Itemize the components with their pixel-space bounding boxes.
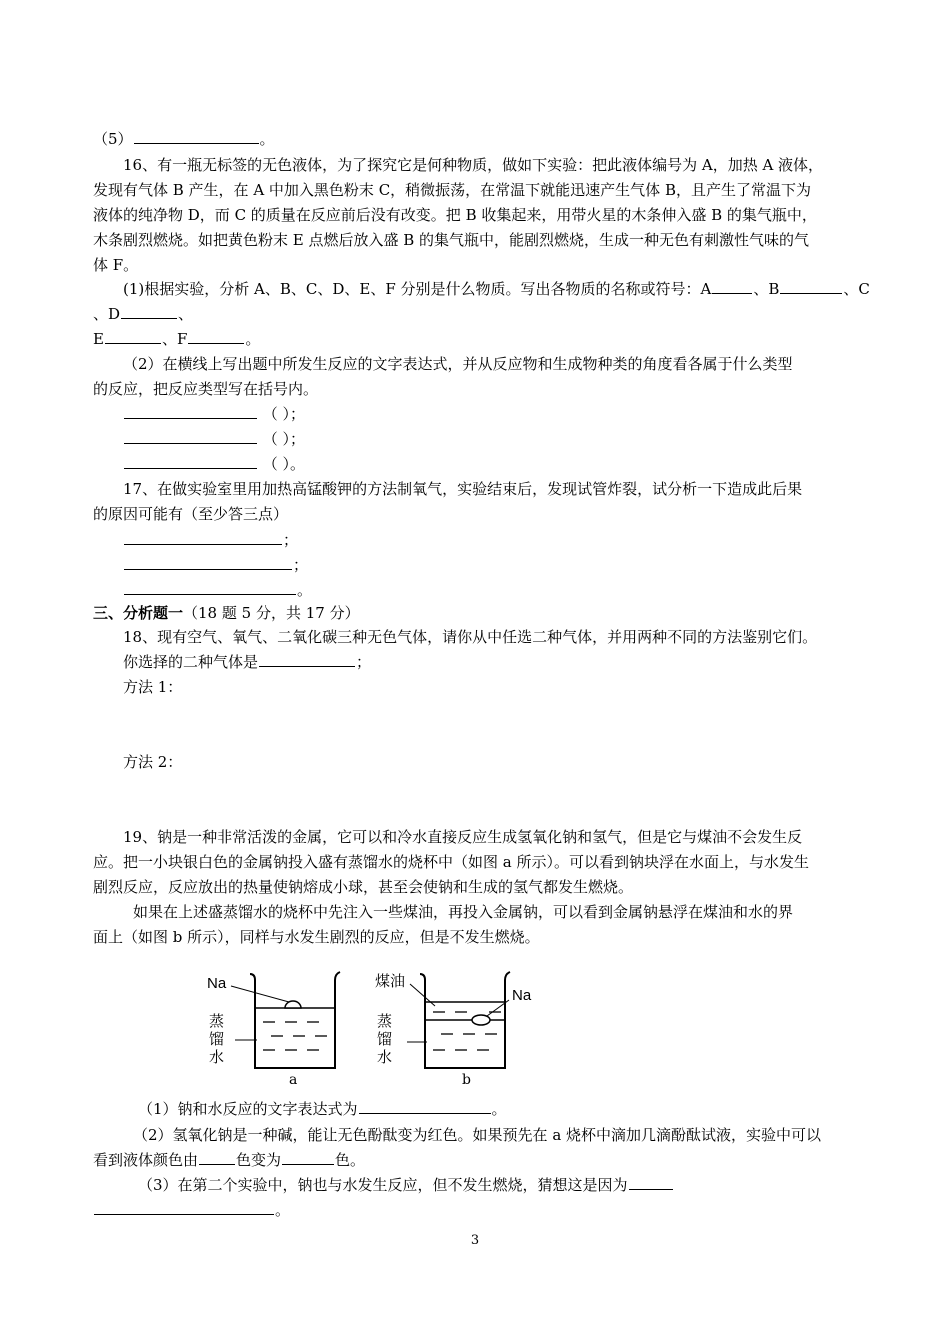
beaker-b: [420, 972, 510, 1068]
answer-blank[interactable]: [124, 454, 257, 469]
q17-line1: 17、在做实验室里用加热高锰酸钾的方法制氧气，实验结束后，发现试管炸裂，试分析一下造成此后果: [123, 480, 803, 498]
answer-blank[interactable]: [124, 530, 282, 545]
q19-line4: 如果在上述盛蒸馏水的烧杯中先注入一些煤油，再投入金属钠，可以看到金属钠悬浮在煤油和水的界: [133, 903, 794, 921]
label-water-a-2: 馏: [209, 1030, 225, 1048]
q18-line2: 你选择的二种气体是 ；: [123, 653, 372, 671]
answer-blank[interactable]: [259, 652, 355, 667]
label-water-b-1: 蒸: [377, 1012, 393, 1030]
q15-item5: （5） 。: [93, 130, 275, 148]
label-na-b: Na: [512, 987, 532, 1004]
q16-reaction-1: （ ）；: [123, 404, 305, 424]
answer-blank[interactable]: [124, 404, 257, 419]
q19-sub2-line2: 看到液体颜色由 色变为 色。: [93, 1151, 366, 1169]
answer-blank[interactable]: [199, 1150, 235, 1165]
label-water-a-1: 蒸: [209, 1012, 225, 1030]
answer-blank[interactable]: [629, 1175, 673, 1190]
q16-line4: 木条剧烈燃烧。如把黄色粉末 E 点燃后放入盛 B 的集气瓶中，能剧烈燃烧，生成一种无色有刺激性气味的气: [93, 231, 810, 249]
q18-line1: 18、现有空气、氧气、二氧化碳三种无色气体，请你从中任选二种气体，并用两种不同的方法鉴别它们。: [123, 628, 818, 646]
q19-sub3: （3）在第二个实验中，钠也与水发生反应，但不发生燃烧，猜想这是因为: [138, 1175, 674, 1195]
caption-a: a: [289, 1072, 298, 1085]
q19-line5: 面上（如图 b 所示），同样与水发生剧烈的反应，但是不发生燃烧。: [93, 928, 540, 946]
beaker-a-water-dashes: [263, 1022, 327, 1050]
q19-sub1: （1）钠和水反应的文字表达式为 。: [138, 1100, 507, 1118]
q16-part1: (1)根据实验，分析 A、B、C、D、E、F 分别是什么物质。写出各物质的名称或符号：A 、B 、C: [123, 280, 870, 298]
answer-blank[interactable]: [134, 129, 259, 144]
label-water-b-2: 馏: [377, 1030, 393, 1048]
q16-line2: 发现有气体 B 产生，在 A 中加入黑色粉末 C，稍微振荡，在常温下就能迅速产生气体 B，且产生了常温下为: [93, 181, 811, 199]
beaker-figure: [205, 960, 540, 1085]
q16-line5: 体 F。: [93, 256, 139, 274]
q17-line2: 的原因可能有（至少答三点）: [93, 505, 289, 523]
answer-blank-b[interactable]: [780, 279, 842, 294]
answer-blank[interactable]: [124, 555, 292, 570]
q17-answer-1: ；: [123, 530, 298, 550]
q19-line2: 应。把一小块银白色的金属钠投入盛有蒸馏水的烧杯中（如图 a 所示）。可以看到钠块浮在水面上，与水发生: [93, 853, 809, 871]
answer-blank[interactable]: [282, 1150, 334, 1165]
section-heading: 三、分析题一（18 题 5 分，共 17 分）: [93, 604, 360, 622]
q19-line1: 19、钠是一种非常活泼的金属，它可以和冷水直接反应生成氢氧化钠和氢气，但是它与煤油不会发生反: [123, 828, 803, 846]
q16-part2-line1: （2）在横线上写出题中所发生反应的文字表达式，并从反应物和生成物种类的角度看各属于什么类型: [123, 355, 793, 373]
beaker-b-water-dashes: [433, 1012, 501, 1050]
q16-part2-line2: 的反应，把反应类型写在括号内。: [93, 380, 319, 398]
q19-line3: 剧烈反应，反应放出的热量使钠熔成小球，甚至会使钠和生成的氢气都发生燃烧。: [93, 878, 634, 896]
answer-blank-d[interactable]: [121, 304, 177, 319]
beaker-diagram: [205, 960, 540, 1085]
q16-reaction-3: （ ）。: [123, 454, 305, 474]
page-number: 3: [470, 1233, 480, 1248]
q19-sub3-cont: 。: [93, 1200, 290, 1220]
q17-answer-2: ；: [123, 555, 308, 575]
q16-part1-cont: 、D 、: [93, 305, 194, 323]
label-water-b-3: 水: [377, 1048, 393, 1066]
answer-blank[interactable]: [359, 1099, 491, 1114]
sodium-ball-b: [472, 1015, 490, 1025]
answer-blank[interactable]: [124, 580, 296, 595]
pointer-line: [231, 986, 289, 1002]
pointer-line: [410, 984, 435, 1006]
label-oil-b: 煤油: [375, 972, 406, 990]
answer-blank[interactable]: [94, 1200, 274, 1215]
q16-line3: 液体的纯净物 D，而 C 的质量在反应前后没有改变。把 B 收集起来，用带火星的木条伸入盛 B 的集气瓶中，: [93, 206, 817, 224]
answer-blank-f[interactable]: [188, 329, 244, 344]
q16-line1: 16、有一瓶无标签的无色液体，为了探究它是何种物质，做如下实验：把此液体编号为 A，加热 A 液体，: [123, 156, 824, 174]
q18-method2: 方法 2：: [123, 753, 183, 771]
beaker-a: [250, 972, 340, 1068]
answer-blank[interactable]: [124, 429, 257, 444]
q19-sub2-line1: （2）氢氧化钠是一种碱，能让无色酚酞变为红色。如果预先在 a 烧杯中滴加几滴酚酞试液，实验中可以: [133, 1126, 822, 1144]
caption-b: b: [462, 1072, 471, 1085]
label-water-a-3: 水: [209, 1048, 225, 1066]
label-na-a: Na: [207, 975, 227, 992]
q16-part1-ef: E 、F 。: [93, 330, 261, 348]
q17-answer-3: 。: [123, 580, 312, 600]
q16-reaction-2: （ ）；: [123, 429, 305, 449]
answer-blank-e[interactable]: [105, 329, 161, 344]
q18-method1: 方法 1：: [123, 678, 183, 696]
answer-blank-a[interactable]: [712, 279, 752, 294]
